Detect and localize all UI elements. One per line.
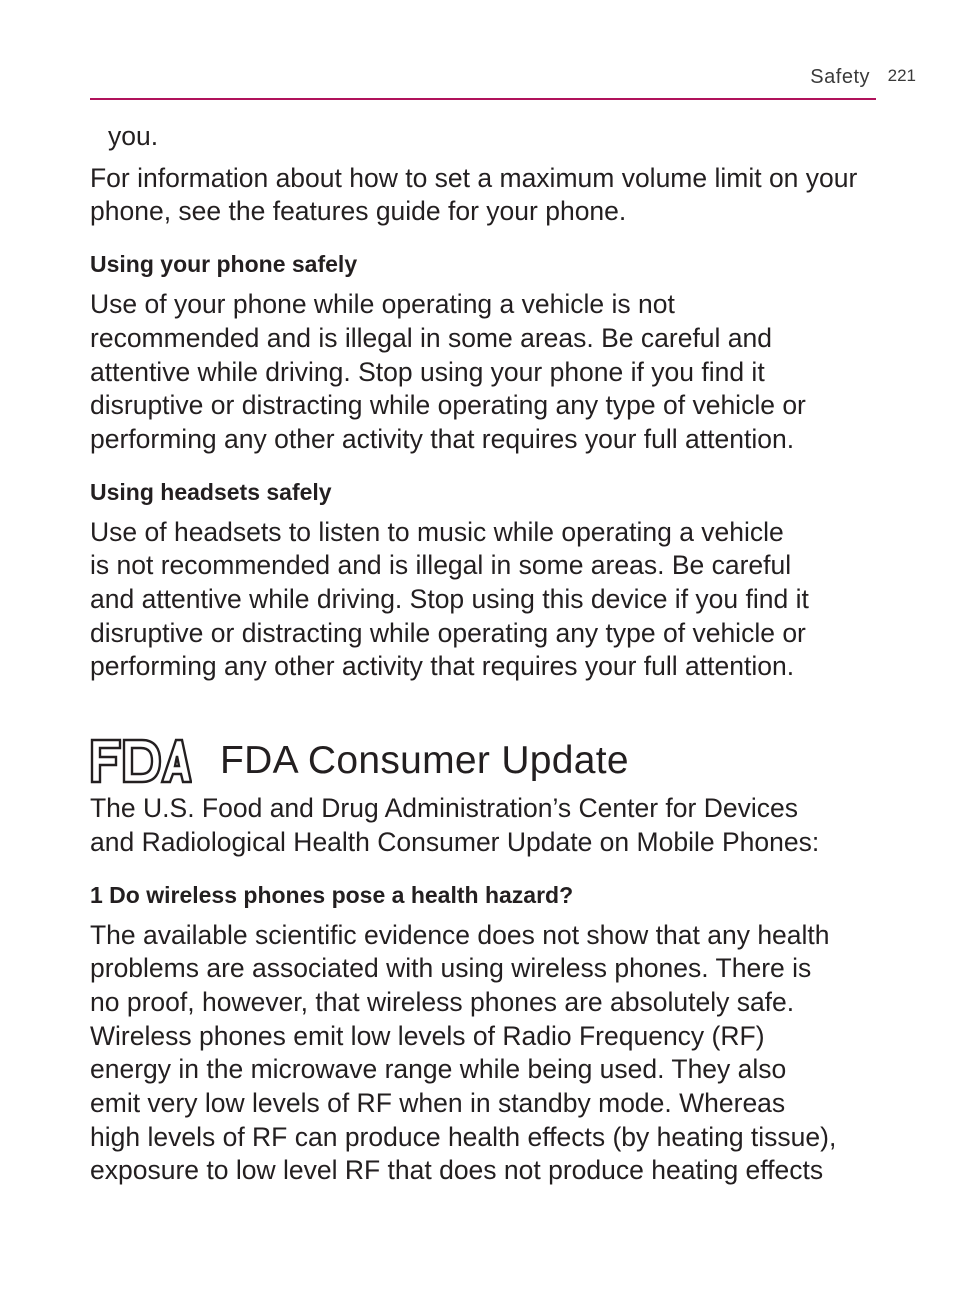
section-heading-headsets-safely: Using headsets safely [90,478,332,505]
fda-logo-icon [90,738,192,784]
body-line: exposure to low level RF that does not produce heating effects [90,1155,824,1186]
question-body-health-hazard [90,919,880,1189]
continued-text: you. [108,121,159,151]
body-line: emit very low levels of RF when in standby mode. Whereas [90,1088,786,1119]
body-line: attentive while driving. Stop using your phone if you find it [90,356,765,387]
fda-intro-paragraph [90,792,880,859]
body-line: The U.S. Food and Drug Administration’s Center for Devices [90,793,798,824]
body-line: disruptive or distracting while operating any type of vehicle or [90,617,806,648]
body-line: recommended and is illegal in some areas. Be careful and [90,322,773,353]
volume-info-paragraph: For information about how to set a maximum volume limit on your phone, see the features guide for your phone. [90,162,858,227]
section-heading-phone-safely: Using your phone safely [90,251,358,278]
page-header [90,62,916,100]
body-line: Use of your phone while operating a vehicle is not [90,289,675,320]
fda-section-title: FDA Consumer Update [220,739,629,783]
body-line: high levels of RF can produce health effects (by heating tissue), [90,1121,837,1152]
page-body [90,120,880,1188]
body-line: performing any other activity that requires your full attention. [90,651,795,682]
page-number: 221 [887,66,916,85]
body-line: problems are associated with using wireless phones. There is [90,953,812,984]
body-line: and Radiological Health Consumer Update on Mobile Phones: [90,826,820,857]
body-line: disruptive or distracting while operating any type of vehicle or [90,390,806,421]
header-section-title: Safety [810,66,870,88]
body-line: is not recommended and is illegal in some areas. Be careful [90,550,792,581]
body-line: no proof, however, that wireless phones are absolutely safe. [90,986,795,1017]
body-line: and attentive while driving. Stop using this device if you find it [90,584,809,615]
section-body-phone-safely [90,288,880,457]
body-line: The available scientific evidence does not show that any health [90,919,830,950]
question-heading-health-hazard: 1 Do wireless phones pose a health hazard? [90,881,574,908]
body-line: performing any other activity that requires your full attention. [90,423,795,454]
body-line: Use of headsets to listen to music while operating a vehicle [90,516,784,547]
body-line: Wireless phones emit low levels of Radio Frequency (RF) [90,1020,765,1051]
body-line: energy in the microwave range while being used. They also [90,1054,787,1085]
fda-title-row [90,730,880,792]
section-body-headsets-safely [90,516,880,685]
